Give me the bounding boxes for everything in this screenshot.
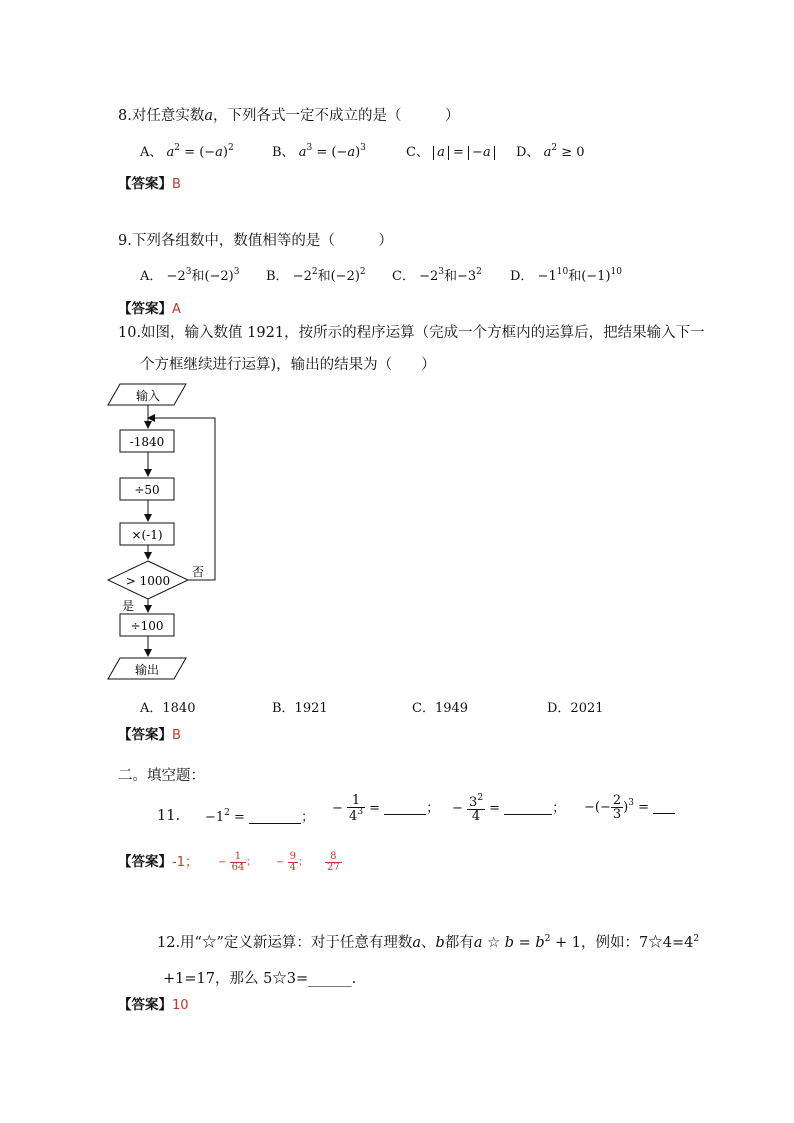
q8-option-b: B、 $a^3 = (-a)^3$ [272,143,366,160]
q10-option-c: C．1949 [412,701,469,716]
flow-step4-label: ÷100 [130,619,164,633]
q11-answer-frac-1-den: 64 [231,862,245,873]
q11-answer-frac-2-sep: ； [297,857,308,868]
q12-answer-value: 10 [172,998,189,1013]
q8-option-d: D、 $a^2 \ge 0$ [516,143,585,160]
q12-line1-c: ，例如：7☆4=4 [581,935,694,951]
q8-option-c: C、 a = −a [406,141,495,160]
q11-number: 11. [157,808,181,824]
q8-option-d-label: D、 [516,145,540,160]
q12-line1: 12.用“☆”定义新运算：对于任意有理数a、b都有a ☆ $b = b^2 + 1$，例如：$7☆4=4^2$ [157,934,700,951]
q8-stem-text: 8.对任意实数 [118,108,205,124]
q12-line2: +1=17，那么 5☆3=______. [163,971,357,987]
q11-answer [118,850,198,870]
q10-answer [118,723,181,743]
q11-answer-label: 【答案】 [118,854,172,870]
q10-answer-value: B [172,728,181,743]
q9-answer-value: A [172,302,181,317]
q11-answer-frac-2 [276,852,308,873]
q10-stem-line1: 10.如图，输入数值 1921，按所示的程序运算（完成一个方框内的运算后，把结果输入下一 [118,325,705,341]
q10-answer-label: 【答案】 [118,727,172,743]
q9-option-c: C． $-2^3$和$-3^2$ [392,267,482,284]
q8-answer-label: 【答案】 [118,176,172,192]
q8-option-b-label: B、 [272,145,295,160]
q9-stem: 9.下列各组数中，数值相等的是（ ） [118,233,393,249]
q9-and-b: 和 [317,269,331,284]
q11-answer-frac-1-sep: ； [246,857,257,868]
q11-answer-first: -1； [172,855,198,870]
q9-and-c: 和 [443,269,457,284]
q10-option-b: B．1921 [272,701,328,716]
q12-comma: 、 [421,935,436,951]
q9-option-c-label: C． [392,269,415,284]
q8-var-a: a [204,108,213,124]
q11-answer-frac-3-den: 27 [327,862,340,873]
flow-condition-label: > 1000 [125,574,171,588]
q11-answer-frac-1-num: 1 [234,851,242,862]
section2-title: 二。填空题： [118,768,205,784]
q11-answer-frac-2-num: 9 [289,851,296,862]
q9-option-a-label: A． [140,269,163,284]
q11-item1: $-1^2$ = ； [205,808,315,825]
q12-answer [118,993,189,1013]
q10-stem-line2: 个方框继续进行运算)，输出的结果为（ ） [140,357,436,373]
q8-option-c-label: C、 [406,145,429,160]
q10-option-a: A．1840 [140,701,196,716]
q11-sep-1: ； [301,810,315,825]
q11-answer-frac-2-den: 4 [289,862,296,873]
q11-answer-frac-1-sign: − [218,857,227,868]
q9-answer [118,297,181,317]
q11-sep-2: ； [426,801,440,816]
q11-answer-frac-2-sign: − [276,857,285,868]
q8-option-a: A、 $a^2 = (-a)^2$ [140,143,234,160]
q8-answer [118,172,181,192]
q11-answer-frac-3 [325,852,342,873]
q9-option-b-label: B． [266,269,289,284]
q12-line1-a: 12.用“☆”定义新运算：对于任意有理数 [157,935,413,951]
q12-answer-label: 【答案】 [118,997,172,1013]
q11-item2: − $\frac{1}{4^3}$ = ； [332,793,440,824]
flow-step1-label: -1840 [129,435,165,449]
q10-option-d: D．2021 [547,701,604,716]
flow-step2-label: ÷50 [134,483,160,497]
q11-sep-3: ； [552,801,566,816]
flow-step3-label: ×(-1) [131,528,163,542]
q11-item4: −(− $\frac{2}{3}$ )$^3$ = [584,794,675,821]
q9-and-d: 和 [568,269,582,284]
q8-stem-rest: ，下列各式一定不成立的是（ ） [213,108,460,124]
q12-line1-b: 都有 [444,935,474,951]
q11-answer-frac-3-num: 8 [330,851,337,862]
q9-option-d: D． $-1^{10}$和$(-1)^{10}$ [510,267,622,284]
q8-option-a-label: A、 [140,145,163,160]
flow-output-label: 输出 [134,663,160,677]
q8-stem [118,104,460,125]
q11-answer-frac-1 [218,852,256,873]
q10-flowchart [100,380,230,686]
q8-answer-value: B [172,177,181,192]
q9-and-a: 和 [191,269,205,284]
flow-yes-label: 是 [122,599,135,613]
flow-no-label: 否 [192,565,205,579]
q9-option-b: B． $-2^2$和$(-2)^2$ [266,267,366,284]
q11-item3: − $\frac{3^2}{4}$ = ； [452,793,566,824]
q9-answer-label: 【答案】 [118,301,172,317]
q12-var-a: a [412,935,422,951]
q9-option-d-label: D． [510,269,534,284]
q12-var-b: b [435,935,445,951]
flow-input-label: 输入 [135,389,161,403]
q9-option-a: A． $-2^3$和$(-2)^3$ [140,267,240,284]
